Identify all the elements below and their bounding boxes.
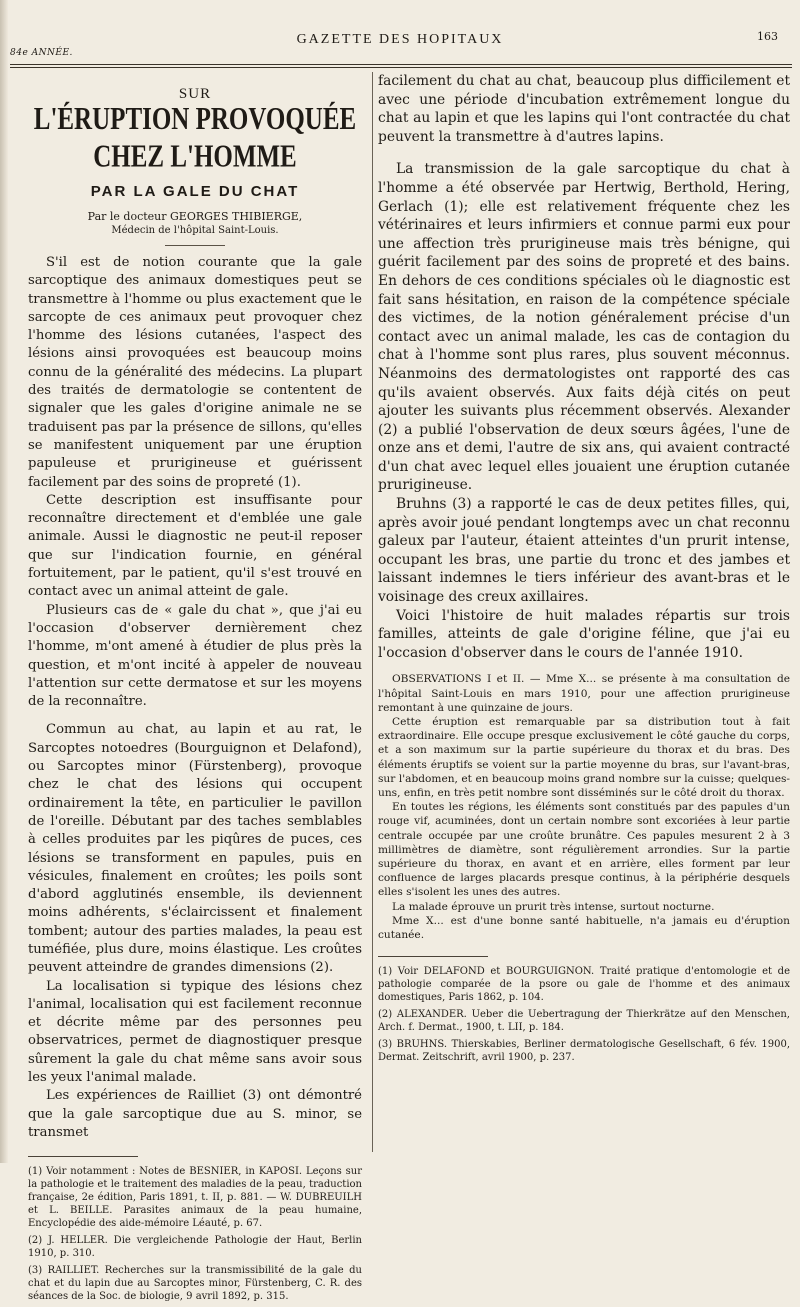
header-rule [10, 64, 792, 65]
paragraph: Plusieurs cas de « gale du chat », que j'ai eu l'occasion d'observer dernièrement chez l'homme, m'ont amené à étudier de plus près la question, et m'ont incité à appeler de nouveau l'attention sur cette dermatose et sur les moyens de la reconnaître. [28, 602, 362, 710]
year-label: 84e ANNÉE. [10, 48, 73, 58]
paragraph: Commun au chat, au lapin et au rat, le Sarcoptes notoedres (Bourguignon et Delafond), ou Sarcoptes minor (Fürstenberg), provoque chez le chat des lésions qui occupent ordinairement la tête, en particulier le pavillon de l'oreille. Débutant par des taches semblables à celles produites par les piqûres de puces, ces lésions se transforment en papules, puis en vésicules, finalement en croûtes; les poils sont d'abord agglutinés ensemble, ils deviennent moins adhérents, s'éclaircissent et finalement tombent; autour des parties malades, la peau est tuméfiée, plus dure, moins élastique. Les croûtes peuvent atteindre de grandes dimensions (2). [28, 722, 362, 976]
paragraph: La localisation si typique des lésions chez l'animal, localisation qui est facilement reconnue et décrite même par des personnes peu observatrices, permet de diagnostiquer presque sûrement la gale du chat même sans avoir sous les yeux l'animal malade. [28, 978, 362, 1086]
footnote-separator [28, 1156, 138, 1157]
paragraph: Les expériences de Railliet (3) ont démontré que la gale sarcoptique due au S. minor, se transmet [28, 1088, 362, 1140]
footnote: (3) BRUHNS. Thierskabies, Berliner dermatologische Gesellschaft, 6 fév. 1900, Dermat. Zeitschrift, avril 1900, p. 237. [378, 1039, 790, 1064]
header-rule-double [10, 67, 792, 68]
footnote: (1) Voir DELAFOND et BOURGUIGNON. Traité pratique d'entomologie et de pathologie comparée de la psore ou gale de l'homme et des animaux domestiques, Paris 1862, p. 104. [378, 966, 790, 1004]
observation-paragraph: La malade éprouve un prurit très intense, surtout nocturne. [392, 900, 715, 913]
paragraph: facilement du chat au chat, beaucoup plus difficilement et avec une période d'incubation extrêmement longue du chat au lapin et que les lapins qui l'ont contractée du chat peuvent la transmettre à d'autres lapins. [378, 73, 790, 145]
paragraph: La transmission de la gale sarcoptique du chat à l'homme a été observée par Hertwig, Berthold, Hering, Gerlach (1); elle est relativement fréquente chez les vétérinaires et leurs infirmiers et connue parmi eux pour une affection très prurigineuse mais très bénigne, qui guérit facilement par des soins de propreté et des bains. En dehors de ces conditions spéciales où le diagnostic est fait sans hésitation, en raison de la compétence spéciale des victimes, de la notion généralement précise d'un contact avec un animal malade, les cas de contagion du chat à l'homme sont plus rares, plus souvent méconnus. Néanmoins des dermatologistes ont rapporté des cas qu'ils avaient observés. Aux faits déjà cités on peut ajouter les suivants plus récemment observés. Alexander (2) a publié l'observation de deux sœurs âgées, l'une de onze ans et demi, l'autre de six ans, qui avaient contracté d'un chat avec lequel elles jouaient une éruption cutanée prurigineuse. [378, 161, 790, 494]
author-affiliation: Médecin de l'hôpital Saint-Louis. [111, 225, 279, 236]
paragraph: Voici l'histoire de huit malades répartis sur trois familles, atteints de gale d'origine féline, que j'ai eu l'occasion d'observer dans le cours de l'année 1910. [378, 607, 790, 661]
article-byline: Par le docteur GEORGES THIBIERGE, [87, 210, 303, 223]
right-body-text [378, 72, 790, 662]
left-footnotes [28, 1165, 362, 1303]
right-footnotes [378, 965, 790, 1064]
paragraph: S'il est de notion courante que la gale sarcoptique des animaux domestiques peut se transmettre à l'homme ou plus exactement que le sarcopte de ces animaux peut provoquer chez l'homme des lésions cutanées, l'aspect des lésions ainsi provoquées est beaucoup moins connu de la généralité des médecins. La plupart des traités de dermatologie se contentent de signaler que les gales d'origine animale ne se traduisent pas par la présence de sillons, qu'elles se manifestent uniquement par une éruption papuleuse et prurigineuse et guérissent facilement par des soins de propreté (1). [28, 255, 362, 490]
footnote: (2) ALEXANDER. Ueber die Uebertragung der Thierkrätze auf den Menschen, Arch. f. Dermat., 1900, t. LII, p. 184. [378, 1009, 790, 1034]
observation-paragraph: Cette éruption est remarquable par sa distribution tout à fait extraordinaire. Elle occupe presque exclusivement le côté gauche du corps, et a son maximum sur la partie supérieure du thorax et du bras. Des éléments éruptifs se voient sur la partie moyenne du bras, sur l'avant-bras, sur l'abdomen, et en beaucoup moins grand nombre sur la cuisse; quelques-uns, enfin, en très petit nombre sont disséminés sur le côté droit du thorax. [378, 716, 790, 800]
column-divider [372, 72, 373, 1152]
footnote: (2) J. HELLER. Die vergleichende Pathologie der Haut, Berlin 1910, p. 310. [28, 1235, 362, 1260]
observation-paragraph: En toutes les régions, les éléments sont constitués par des papules d'un rouge vif, acuminées, dont un certain nombre sont excoriées à leur partie centrale occupée par une croûte brunâtre. Ces papules mesurent 2 à 3 millimètres de diamètre, sont régulièrement arrondies. Sur la partie supérieure du thorax, en avant et en arrière, elles forment par leur confluence de larges placards presque continus, à la périphérie desquels elles s'isolent les unes des autres. [378, 801, 790, 899]
footnote-separator [378, 956, 488, 957]
observations-block [378, 672, 790, 942]
footnote: (1) Voir notamment : Notes de BESNIER, in KAPOSI. Leçons sur la pathologie et le traitement des maladies de la peau, traduction française, 2e édition, Paris 1891, t. II, p. 881. — W. DUBREUILH et L. BEILLE. Parasites animaux de la peau humaine, Encyclopédie des aide-mémoire Léauté, p. 67. [28, 1166, 362, 1230]
journal-title: GAZETTE DES HOPITAUX [296, 32, 504, 47]
article-kicker: SUR [178, 86, 212, 102]
paragraph: Cette description est insuffisante pour reconnaître directement et d'emblée une gale animale. Aussi le diagnostic ne peut-il reposer que sur l'indication fournie, en général fortuitement, par le patient, qu'il s'est trouvé en contact avec un animal atteint de gale. [28, 492, 362, 600]
footnote: (3) RAILLIET. Recherches sur la transmissibilité de la gale du chat et du lapin due au Sarcoptes minor, Fürstenberg, C. R. des séances de la Soc. de biologie, 9 avril 1892, p. 315. [28, 1265, 362, 1303]
binding-edge [0, 0, 8, 1163]
title-separator [165, 245, 225, 246]
page-number: 163 [757, 30, 778, 43]
article-subtitle: PAR LA GALE DU CHAT [90, 183, 300, 200]
left-column [28, 76, 362, 1307]
article-title: L'ÉRUPTION PROVOQUÉE CHEZ L'HOMME [33, 102, 357, 174]
page-header [0, 30, 800, 60]
paragraph: Bruhns (3) a rapporté le cas de deux petites filles, qui, après avoir joué pendant longtemps avec un chat reconnu galeux par l'auteur, étaient atteintes d'un prurit intense, occupant les bras, une partie du tronc et des jambes et laissant indemnes le tiers inférieur des avant-bras et le voisinage des creux axillaires. [378, 496, 790, 606]
observation-paragraph: Mme X... est d'une bonne santé habituelle, n'a jamais eu d'éruption cutanée. [378, 914, 790, 942]
left-body-text [28, 254, 362, 1142]
observation-paragraph: OBSERVATIONS I et II. — Mme X... se présente à ma consultation de l'hôpital Saint-Louis en mars 1910, pour une affection prurigineuse remontant à une quinzaine de jours. [378, 673, 790, 714]
right-column [378, 72, 790, 1068]
